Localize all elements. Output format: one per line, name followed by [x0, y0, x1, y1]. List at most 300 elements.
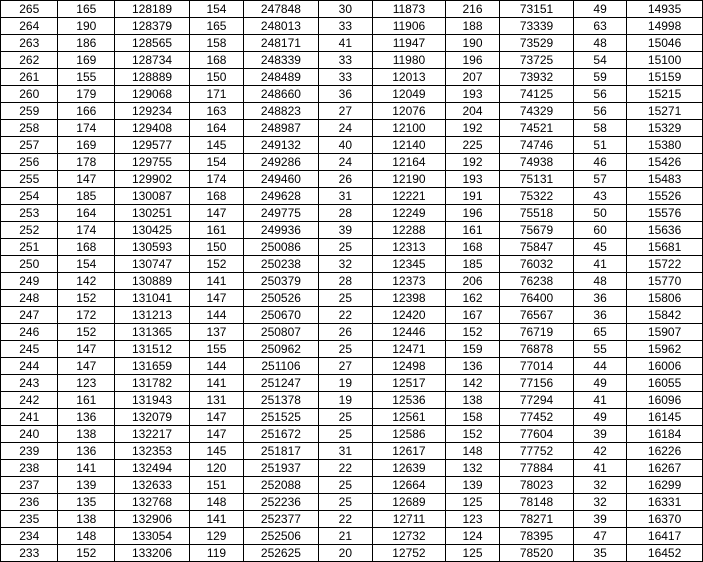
- table-cell: 165: [58, 1, 115, 18]
- table-cell: 154: [58, 256, 115, 273]
- table-cell: 44: [574, 358, 627, 375]
- table-cell: 74125: [500, 86, 574, 103]
- table-cell: 252506: [243, 528, 318, 545]
- table-cell: 49: [574, 1, 627, 18]
- table-cell: 171: [189, 86, 243, 103]
- table-cell: 15526: [627, 188, 703, 205]
- table-cell: 154: [189, 1, 243, 18]
- table-cell: 207: [446, 69, 500, 86]
- table-cell: 76032: [500, 256, 574, 273]
- table-cell: 249628: [243, 188, 318, 205]
- table-cell: 73339: [500, 18, 574, 35]
- table-cell: 131943: [115, 392, 190, 409]
- table-cell: 161: [446, 222, 500, 239]
- table-cell: 56: [574, 86, 627, 103]
- table-cell: 45: [574, 239, 627, 256]
- table-cell: 125: [446, 494, 500, 511]
- table-cell: 12752: [372, 545, 445, 562]
- table-cell: 251378: [243, 392, 318, 409]
- table-cell: 12446: [372, 324, 445, 341]
- table-cell: 129755: [115, 154, 190, 171]
- table-cell: 147: [58, 341, 115, 358]
- table-cell: 24: [318, 120, 372, 137]
- table-cell: 41: [574, 392, 627, 409]
- table-cell: 51: [574, 137, 627, 154]
- table-cell: 33: [318, 18, 372, 35]
- table-cell: 25: [318, 494, 372, 511]
- table-cell: 12373: [372, 273, 445, 290]
- table-cell: 248489: [243, 69, 318, 86]
- table-cell: 16370: [627, 511, 703, 528]
- table-cell: 136: [58, 409, 115, 426]
- table-cell: 57: [574, 171, 627, 188]
- table-cell: 21: [318, 528, 372, 545]
- table-cell: 12313: [372, 239, 445, 256]
- table-cell: 65: [574, 324, 627, 341]
- table-cell: 129068: [115, 86, 190, 103]
- table-cell: 77452: [500, 409, 574, 426]
- table-cell: 262: [1, 52, 58, 69]
- table-cell: 249775: [243, 205, 318, 222]
- table-cell: 154: [189, 154, 243, 171]
- table-cell: 32: [318, 256, 372, 273]
- table-cell: 77752: [500, 443, 574, 460]
- table-cell: 131782: [115, 375, 190, 392]
- table-cell: 169: [58, 52, 115, 69]
- table-row: [1, 307, 703, 324]
- table-cell: 11980: [372, 52, 445, 69]
- table-cell: 162: [446, 290, 500, 307]
- table-cell: 56: [574, 103, 627, 120]
- table-cell: 250670: [243, 307, 318, 324]
- table-cell: 63: [574, 18, 627, 35]
- table-cell: 46: [574, 154, 627, 171]
- table-cell: 241: [1, 409, 58, 426]
- table-cell: 252377: [243, 511, 318, 528]
- table-cell: 169: [58, 137, 115, 154]
- table-cell: 25: [318, 477, 372, 494]
- table-cell: 41: [574, 256, 627, 273]
- table-cell: 259: [1, 103, 58, 120]
- table-row: [1, 511, 703, 528]
- table-cell: 60: [574, 222, 627, 239]
- table-cell: 132079: [115, 409, 190, 426]
- table-cell: 30: [318, 1, 372, 18]
- table-cell: 12536: [372, 392, 445, 409]
- table-cell: 258: [1, 120, 58, 137]
- table-cell: 190: [58, 18, 115, 35]
- table-cell: 132217: [115, 426, 190, 443]
- table-cell: 77156: [500, 375, 574, 392]
- table-cell: 73529: [500, 35, 574, 52]
- table-cell: 188: [446, 18, 500, 35]
- table-cell: 74938: [500, 154, 574, 171]
- table-cell: 12732: [372, 528, 445, 545]
- table-cell: 138: [58, 426, 115, 443]
- table-row: [1, 18, 703, 35]
- table-cell: 12140: [372, 137, 445, 154]
- table-cell: 139: [58, 477, 115, 494]
- table-cell: 119: [189, 545, 243, 562]
- table-row: [1, 426, 703, 443]
- table-cell: 16417: [627, 528, 703, 545]
- table-cell: 16226: [627, 443, 703, 460]
- table-cell: 76400: [500, 290, 574, 307]
- table-cell: 131659: [115, 358, 190, 375]
- table-cell: 124: [446, 528, 500, 545]
- table-cell: 155: [58, 69, 115, 86]
- table-cell: 12013: [372, 69, 445, 86]
- table-cell: 25: [318, 290, 372, 307]
- table-cell: 15770: [627, 273, 703, 290]
- table-cell: 251937: [243, 460, 318, 477]
- table-cell: 15100: [627, 52, 703, 69]
- table-cell: 248987: [243, 120, 318, 137]
- table-cell: 74329: [500, 103, 574, 120]
- table-cell: 133054: [115, 528, 190, 545]
- table-cell: 174: [189, 171, 243, 188]
- table-cell: 77884: [500, 460, 574, 477]
- table-cell: 239: [1, 443, 58, 460]
- table-cell: 131512: [115, 341, 190, 358]
- table-cell: 74521: [500, 120, 574, 137]
- table-cell: 77014: [500, 358, 574, 375]
- table-cell: 204: [446, 103, 500, 120]
- table-cell: 76567: [500, 307, 574, 324]
- table-cell: 244: [1, 358, 58, 375]
- table-cell: 246: [1, 324, 58, 341]
- table-cell: 15329: [627, 120, 703, 137]
- table-row: [1, 137, 703, 154]
- table-cell: 136: [446, 358, 500, 375]
- table-row: [1, 154, 703, 171]
- table-cell: 12221: [372, 188, 445, 205]
- table-cell: 12288: [372, 222, 445, 239]
- table-cell: 27: [318, 103, 372, 120]
- table-cell: 16184: [627, 426, 703, 443]
- table-cell: 16055: [627, 375, 703, 392]
- table-row: [1, 120, 703, 137]
- table-row: [1, 35, 703, 52]
- table-cell: 152: [58, 545, 115, 562]
- table-cell: 75847: [500, 239, 574, 256]
- table-cell: 141: [189, 273, 243, 290]
- table-cell: 16452: [627, 545, 703, 562]
- table-cell: 75131: [500, 171, 574, 188]
- table-cell: 15046: [627, 35, 703, 52]
- table-row: [1, 205, 703, 222]
- table-cell: 59: [574, 69, 627, 86]
- table-cell: 141: [58, 460, 115, 477]
- table-cell: 141: [189, 375, 243, 392]
- table-row: [1, 222, 703, 239]
- table-cell: 41: [318, 35, 372, 52]
- table-row: [1, 324, 703, 341]
- table-cell: 248171: [243, 35, 318, 52]
- table-row: [1, 375, 703, 392]
- table-cell: 15806: [627, 290, 703, 307]
- table-cell: 249: [1, 273, 58, 290]
- table-cell: 152: [58, 324, 115, 341]
- table-cell: 265: [1, 1, 58, 18]
- table-cell: 12076: [372, 103, 445, 120]
- table-cell: 16145: [627, 409, 703, 426]
- table-cell: 12664: [372, 477, 445, 494]
- table-cell: 28: [318, 205, 372, 222]
- table-cell: 76238: [500, 273, 574, 290]
- table-row: [1, 460, 703, 477]
- table-cell: 12100: [372, 120, 445, 137]
- table-cell: 132: [446, 460, 500, 477]
- table-cell: 15380: [627, 137, 703, 154]
- table-cell: 179: [58, 86, 115, 103]
- table-body: [1, 1, 703, 562]
- table-cell: 12517: [372, 375, 445, 392]
- table-cell: 12639: [372, 460, 445, 477]
- table-cell: 161: [58, 392, 115, 409]
- table-row: [1, 494, 703, 511]
- table-cell: 130425: [115, 222, 190, 239]
- table-cell: 193: [446, 86, 500, 103]
- table-cell: 237: [1, 477, 58, 494]
- table-cell: 174: [58, 120, 115, 137]
- table-cell: 260: [1, 86, 58, 103]
- table-cell: 15159: [627, 69, 703, 86]
- table-cell: 249132: [243, 137, 318, 154]
- table-cell: 16331: [627, 494, 703, 511]
- table-cell: 155: [189, 341, 243, 358]
- table-cell: 168: [446, 239, 500, 256]
- table-cell: 131213: [115, 307, 190, 324]
- table-cell: 252: [1, 222, 58, 239]
- table-cell: 22: [318, 307, 372, 324]
- table-row: [1, 69, 703, 86]
- table-cell: 12617: [372, 443, 445, 460]
- table-cell: 161: [189, 222, 243, 239]
- table-cell: 152: [446, 324, 500, 341]
- table-cell: 248: [1, 290, 58, 307]
- table-cell: 55: [574, 341, 627, 358]
- table-cell: 186: [58, 35, 115, 52]
- table-cell: 250238: [243, 256, 318, 273]
- table-cell: 14998: [627, 18, 703, 35]
- table-cell: 251525: [243, 409, 318, 426]
- table-cell: 148: [58, 528, 115, 545]
- table-cell: 123: [446, 511, 500, 528]
- table-cell: 147: [189, 409, 243, 426]
- table-cell: 12164: [372, 154, 445, 171]
- table-cell: 15215: [627, 86, 703, 103]
- table-cell: 137: [189, 324, 243, 341]
- table-cell: 22: [318, 460, 372, 477]
- table-row: [1, 52, 703, 69]
- table-cell: 78023: [500, 477, 574, 494]
- table-cell: 147: [189, 205, 243, 222]
- table-cell: 131041: [115, 290, 190, 307]
- table-cell: 15907: [627, 324, 703, 341]
- table-cell: 240: [1, 426, 58, 443]
- table-cell: 123: [58, 375, 115, 392]
- table-cell: 73151: [500, 1, 574, 18]
- table-cell: 247848: [243, 1, 318, 18]
- table-cell: 32: [574, 494, 627, 511]
- table-row: [1, 1, 703, 18]
- table-cell: 130593: [115, 239, 190, 256]
- table-cell: 144: [189, 358, 243, 375]
- table-row: [1, 358, 703, 375]
- table-cell: 251817: [243, 443, 318, 460]
- table-cell: 14935: [627, 1, 703, 18]
- table-cell: 73725: [500, 52, 574, 69]
- table-cell: 12345: [372, 256, 445, 273]
- table-cell: 243: [1, 375, 58, 392]
- table-cell: 129577: [115, 137, 190, 154]
- table-cell: 32: [574, 477, 627, 494]
- table-cell: 12561: [372, 409, 445, 426]
- table-cell: 48: [574, 35, 627, 52]
- table-cell: 196: [446, 205, 500, 222]
- table-row: [1, 545, 703, 562]
- table-cell: 36: [574, 307, 627, 324]
- table-cell: 15962: [627, 341, 703, 358]
- table-cell: 12049: [372, 86, 445, 103]
- table-row: [1, 409, 703, 426]
- table-cell: 235: [1, 511, 58, 528]
- table-cell: 190: [446, 35, 500, 52]
- table-row: [1, 392, 703, 409]
- table-cell: 245: [1, 341, 58, 358]
- table-row: [1, 103, 703, 120]
- table-cell: 254: [1, 188, 58, 205]
- table-row: [1, 341, 703, 358]
- table-cell: 138: [58, 511, 115, 528]
- table-cell: 159: [446, 341, 500, 358]
- table-cell: 141: [189, 511, 243, 528]
- table-cell: 131365: [115, 324, 190, 341]
- table-cell: 163: [189, 103, 243, 120]
- table-cell: 248339: [243, 52, 318, 69]
- table-cell: 192: [446, 154, 500, 171]
- table-cell: 26: [318, 171, 372, 188]
- table-cell: 15842: [627, 307, 703, 324]
- table-cell: 164: [189, 120, 243, 137]
- table-cell: 15681: [627, 239, 703, 256]
- table-cell: 130251: [115, 205, 190, 222]
- table-cell: 250962: [243, 341, 318, 358]
- table-cell: 129902: [115, 171, 190, 188]
- table-cell: 50: [574, 205, 627, 222]
- table-cell: 12711: [372, 511, 445, 528]
- table-cell: 152: [446, 426, 500, 443]
- table-cell: 248660: [243, 86, 318, 103]
- table-cell: 225: [446, 137, 500, 154]
- table-cell: 42: [574, 443, 627, 460]
- table-cell: 16299: [627, 477, 703, 494]
- table-cell: 27: [318, 358, 372, 375]
- table-row: [1, 256, 703, 273]
- table-cell: 12420: [372, 307, 445, 324]
- table-cell: 142: [446, 375, 500, 392]
- table-cell: 78520: [500, 545, 574, 562]
- table-cell: 257: [1, 137, 58, 154]
- table-cell: 250086: [243, 239, 318, 256]
- table-cell: 12398: [372, 290, 445, 307]
- table-cell: 20: [318, 545, 372, 562]
- table-cell: 75679: [500, 222, 574, 239]
- table-row: [1, 528, 703, 545]
- table-cell: 248013: [243, 18, 318, 35]
- table-row: [1, 188, 703, 205]
- table-cell: 132906: [115, 511, 190, 528]
- table-cell: 248823: [243, 103, 318, 120]
- table-cell: 158: [446, 409, 500, 426]
- table-cell: 139: [446, 477, 500, 494]
- table-cell: 15576: [627, 205, 703, 222]
- table-cell: 168: [189, 52, 243, 69]
- table-cell: 22: [318, 511, 372, 528]
- table-cell: 129408: [115, 120, 190, 137]
- table-cell: 76878: [500, 341, 574, 358]
- table-cell: 136: [58, 443, 115, 460]
- table-cell: 252625: [243, 545, 318, 562]
- table-cell: 31: [318, 188, 372, 205]
- table-cell: 16006: [627, 358, 703, 375]
- table-cell: 185: [58, 188, 115, 205]
- table-cell: 253: [1, 205, 58, 222]
- table-cell: 151: [189, 477, 243, 494]
- table-cell: 31: [318, 443, 372, 460]
- table-cell: 36: [574, 290, 627, 307]
- table-cell: 15426: [627, 154, 703, 171]
- table-cell: 196: [446, 52, 500, 69]
- table-cell: 12498: [372, 358, 445, 375]
- table-cell: 128565: [115, 35, 190, 52]
- table-cell: 249286: [243, 154, 318, 171]
- table-cell: 148: [189, 494, 243, 511]
- table-cell: 138: [446, 392, 500, 409]
- table-cell: 147: [189, 426, 243, 443]
- table-cell: 150: [189, 69, 243, 86]
- table-cell: 129234: [115, 103, 190, 120]
- table-cell: 24: [318, 154, 372, 171]
- table-cell: 147: [58, 358, 115, 375]
- table-cell: 206: [446, 273, 500, 290]
- table-cell: 142: [58, 273, 115, 290]
- table-cell: 15722: [627, 256, 703, 273]
- table-cell: 26: [318, 324, 372, 341]
- table-cell: 128889: [115, 69, 190, 86]
- table-cell: 135: [58, 494, 115, 511]
- table-row: [1, 86, 703, 103]
- table-cell: 39: [574, 511, 627, 528]
- table-cell: 11906: [372, 18, 445, 35]
- table-cell: 41: [574, 460, 627, 477]
- table-cell: 76719: [500, 324, 574, 341]
- table-cell: 48: [574, 273, 627, 290]
- table-cell: 152: [189, 256, 243, 273]
- table-cell: 78148: [500, 494, 574, 511]
- table-cell: 131: [189, 392, 243, 409]
- table-cell: 77604: [500, 426, 574, 443]
- table-cell: 166: [58, 103, 115, 120]
- table-cell: 251: [1, 239, 58, 256]
- table-cell: 250: [1, 256, 58, 273]
- table-cell: 35: [574, 545, 627, 562]
- table-cell: 12249: [372, 205, 445, 222]
- table-cell: 128734: [115, 52, 190, 69]
- table-cell: 174: [58, 222, 115, 239]
- table-cell: 164: [58, 205, 115, 222]
